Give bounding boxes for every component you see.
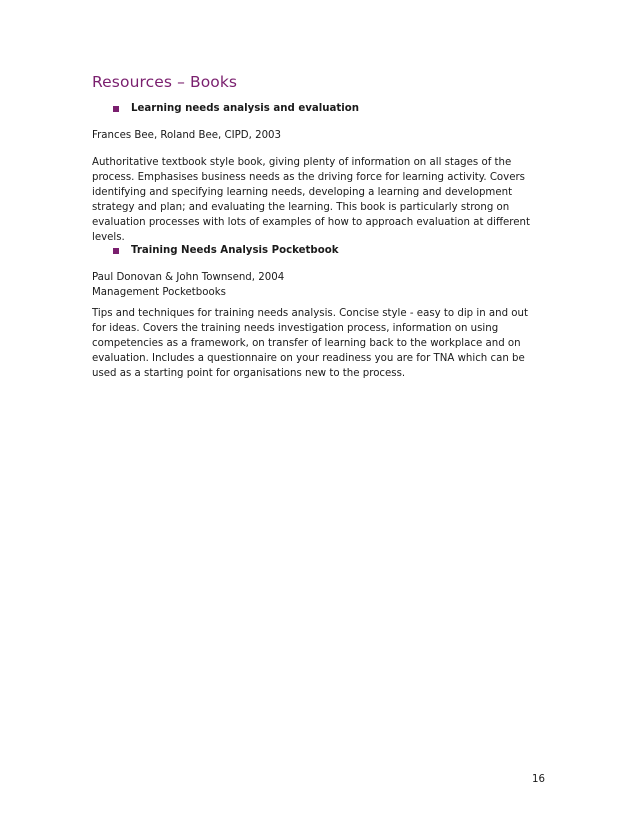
description-line: for ideas. Covers the training needs investigation process, information on using — [92, 323, 499, 334]
description-line: strategy and plan; and evaluating the learning. This book is particularly strong on — [92, 202, 510, 213]
square-bullet-icon — [113, 248, 119, 254]
description-line: Authoritative textbook style book, giving plenty of information on all stages of the — [92, 157, 512, 168]
citation-line: Management Pocketbooks — [92, 287, 226, 298]
description-line: levels. — [92, 232, 125, 243]
description-line: identifying and specifying learning needs, developing a learning and development — [92, 187, 513, 198]
page-number: 16 — [532, 774, 545, 785]
section-title: Resources – Books — [92, 73, 238, 91]
book-description-1 — [92, 155, 552, 245]
book-citation-1 — [92, 128, 552, 143]
description-line: Tips and techniques for training needs analysis. Concise style - easy to dip in and out — [92, 308, 528, 319]
description-line: evaluation processes with lots of examples of how to approach evaluation at different — [92, 217, 530, 228]
book-title: Learning needs analysis and evaluation — [131, 103, 360, 114]
description-line: evaluation. Includes a questionnaire on your readiness you are for TNA which can be — [92, 353, 525, 364]
description-line: process. Emphasises business needs as the driving force for learning activity. Covers — [92, 172, 525, 183]
book-citation-2 — [92, 270, 552, 300]
square-bullet-icon — [113, 106, 119, 112]
book-title: Training Needs Analysis Pocketbook — [131, 245, 339, 256]
description-line: competencies as a framework, on transfer of learning back to the workplace and on — [92, 338, 521, 349]
description-line: used as a starting point for organisations new to the process. — [92, 368, 406, 379]
book-heading-2 — [113, 245, 338, 256]
book-description-2 — [92, 306, 552, 381]
citation-line: Paul Donovan & John Townsend, 2004 — [92, 272, 285, 283]
book-heading-1 — [113, 103, 359, 114]
citation-line: Frances Bee, Roland Bee, CIPD, 2003 — [92, 130, 282, 141]
